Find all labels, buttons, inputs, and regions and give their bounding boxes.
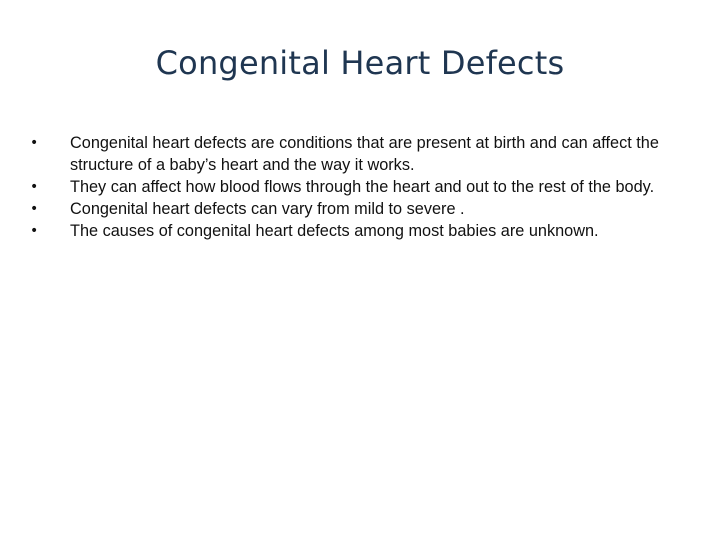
bullet-text: Congenital heart defects can vary from mild to severe . bbox=[70, 200, 465, 218]
bullet-text: Congenital heart defects are conditions that are present at birth and can affect the structure of a baby’s heart and the way it works. bbox=[70, 134, 659, 174]
bullet-item bbox=[30, 132, 680, 176]
bullet-icon: • bbox=[30, 135, 39, 151]
bullet-item bbox=[30, 198, 680, 220]
bullet-text: They can affect how blood flows through the heart and out to the rest of the body. bbox=[70, 178, 655, 196]
bullet-icon: • bbox=[30, 201, 39, 217]
bullet-list bbox=[30, 132, 680, 242]
bullet-icon: • bbox=[30, 179, 39, 195]
bullet-item bbox=[30, 220, 680, 242]
bullet-text: The causes of congenital heart defects among most babies are unknown. bbox=[70, 222, 599, 240]
slide-title: Congenital Heart Defects bbox=[155, 44, 565, 82]
bullet-icon: • bbox=[30, 223, 39, 239]
bullet-item bbox=[30, 176, 680, 198]
